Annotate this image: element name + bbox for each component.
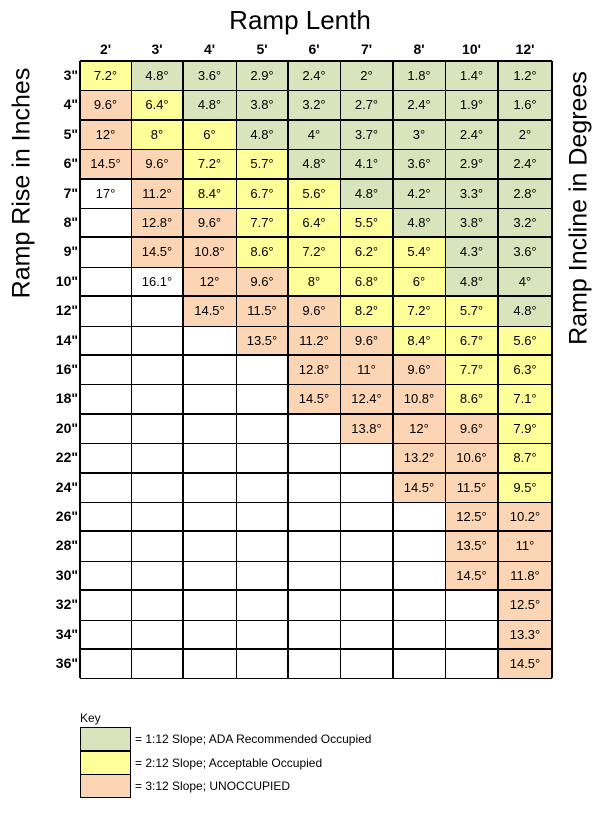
row-header: 4" xyxy=(63,96,78,113)
row-header: 12" xyxy=(55,302,78,319)
table-cell xyxy=(393,590,445,619)
table-cell xyxy=(131,590,183,619)
table-cell xyxy=(393,502,445,531)
table-cell: 4° xyxy=(288,120,340,149)
row-header: 8" xyxy=(63,214,78,230)
key-swatch xyxy=(80,751,131,775)
table-cell xyxy=(183,355,236,384)
grid-line xyxy=(80,295,552,297)
table-cell xyxy=(80,384,131,413)
table-cell: 16.1° xyxy=(131,267,183,296)
table-cell: 8.4° xyxy=(183,179,236,208)
grid-line xyxy=(80,443,552,444)
table-cell xyxy=(80,473,131,502)
grid-line xyxy=(80,648,552,650)
table-cell: 4.8° xyxy=(288,149,340,178)
grid-line xyxy=(80,561,552,562)
table-cell xyxy=(288,443,340,472)
table-cell: 4.2° xyxy=(393,179,445,208)
row-header: 20" xyxy=(55,419,78,436)
key-text: = 2:12 Slope; Acceptable Occupied xyxy=(135,755,323,770)
row-header: 30" xyxy=(55,566,78,583)
table-cell: 2.4° xyxy=(393,90,445,119)
table-cell xyxy=(236,414,288,443)
key-swatch xyxy=(80,774,131,798)
table-cell xyxy=(236,531,288,560)
table-cell: 9.6° xyxy=(236,267,288,296)
table-cell xyxy=(183,414,236,443)
table-cell xyxy=(288,414,340,443)
table-cell: 11° xyxy=(498,531,552,560)
table-cell xyxy=(393,649,445,678)
table-cell xyxy=(340,590,393,619)
table-cell xyxy=(340,531,393,560)
table-cell: 3.7° xyxy=(340,120,393,149)
table-cell: 4.8° xyxy=(131,61,183,90)
table-cell: 4.8° xyxy=(393,208,445,237)
table-cell: 8° xyxy=(131,120,183,149)
table-cell: 9.6° xyxy=(393,355,445,384)
table-cell: 5.6° xyxy=(288,179,340,208)
table-cell xyxy=(288,620,340,649)
table-cell: 12.4° xyxy=(340,384,393,413)
table-cell: 3° xyxy=(393,120,445,149)
row-header: 34" xyxy=(55,625,78,642)
table-cell xyxy=(340,473,393,502)
table-cell: 10.6° xyxy=(445,443,498,472)
table-cell xyxy=(131,326,183,355)
table-cell xyxy=(131,296,183,325)
table-cell xyxy=(80,208,131,237)
grid-line xyxy=(80,208,552,209)
table-cell: 8° xyxy=(288,267,340,296)
table-cell: 14.5° xyxy=(183,296,236,325)
table-cell: 6° xyxy=(393,267,445,296)
table-cell: 9.6° xyxy=(445,414,498,443)
table-cell xyxy=(288,590,340,619)
table-cell: 17° xyxy=(80,179,131,208)
row-header: 3" xyxy=(63,67,78,83)
table-cell xyxy=(183,326,236,355)
table-cell: 3.8° xyxy=(445,208,498,237)
grid-line xyxy=(80,502,552,503)
table-cell: 14.5° xyxy=(80,149,131,178)
table-cell xyxy=(236,649,288,678)
table-cell xyxy=(131,649,183,678)
grid-line xyxy=(236,61,237,678)
column-header: 8' xyxy=(413,41,425,57)
table-cell: 7.2° xyxy=(288,237,340,266)
row-header: 26" xyxy=(55,508,78,524)
table-cell xyxy=(80,326,131,355)
table-cell: 9.6° xyxy=(80,90,131,119)
grid-line xyxy=(80,620,552,621)
table-cell xyxy=(236,384,288,413)
table-cell: 12.5° xyxy=(445,502,498,531)
table-cell: 7.2° xyxy=(80,61,131,90)
table-cell: 12.8° xyxy=(288,355,340,384)
table-cell xyxy=(80,443,131,472)
table-cell xyxy=(236,473,288,502)
table-cell xyxy=(183,531,236,560)
table-cell: 4.8° xyxy=(445,267,498,296)
grid-line xyxy=(80,354,552,356)
table-cell xyxy=(445,590,498,619)
row-header: 16" xyxy=(55,361,78,377)
grid-line xyxy=(80,149,552,150)
grid-line xyxy=(340,61,341,678)
table-cell: 1.2° xyxy=(498,61,552,90)
column-header: 4' xyxy=(203,41,216,57)
column-header: 3' xyxy=(151,41,163,57)
table-cell xyxy=(183,561,236,590)
table-cell xyxy=(80,414,131,443)
table-cell xyxy=(236,502,288,531)
table-cell: 5.5° xyxy=(340,208,393,237)
table-cell: 5.7° xyxy=(445,296,498,325)
table-cell: 6.3° xyxy=(498,355,552,384)
row-header: 22" xyxy=(55,449,78,466)
key-label: Key xyxy=(80,711,101,725)
table-cell xyxy=(131,473,183,502)
column-header: 10' xyxy=(462,41,481,57)
key-text: = 1:12 Slope; ADA Recommended Occupied xyxy=(135,732,372,746)
table-cell xyxy=(393,531,445,560)
row-header: 18" xyxy=(55,390,78,407)
table-cell: 13.5° xyxy=(445,531,498,560)
column-header: 12' xyxy=(515,41,535,57)
table-cell: 6.7° xyxy=(236,179,288,208)
table-cell xyxy=(183,649,236,678)
table-cell: 12.5° xyxy=(498,590,552,619)
table-cell xyxy=(131,355,183,384)
table-cell xyxy=(80,561,131,590)
table-cell xyxy=(80,649,131,678)
table-cell: 1.4° xyxy=(445,61,498,90)
table-cell xyxy=(236,590,288,619)
table-cell: 6.8° xyxy=(340,267,393,296)
grid-line xyxy=(80,90,552,91)
table-cell: 7.2° xyxy=(183,149,236,178)
table-cell xyxy=(393,561,445,590)
table-cell xyxy=(288,649,340,678)
grid-line xyxy=(80,413,552,415)
table-cell: 4.8° xyxy=(340,179,393,208)
table-cell xyxy=(236,355,288,384)
table-cell xyxy=(131,414,183,443)
table-cell: 2.4° xyxy=(445,120,498,149)
column-header: 6' xyxy=(308,41,320,57)
table-cell: 11.2° xyxy=(131,179,183,208)
table-cell: 1.6° xyxy=(498,90,552,119)
row-header: 24" xyxy=(55,478,78,495)
grid-line xyxy=(497,61,499,678)
row-header: 5" xyxy=(63,125,78,142)
grid-line xyxy=(80,589,552,591)
grid-line xyxy=(551,61,553,678)
table-cell: 12.8° xyxy=(131,208,183,237)
column-header: 5' xyxy=(256,41,268,57)
grid-line xyxy=(80,384,552,385)
table-cell xyxy=(183,590,236,619)
table-cell xyxy=(236,620,288,649)
table-cell xyxy=(183,473,236,502)
table-cell: 7.7° xyxy=(236,208,288,237)
table-cell: 8.6° xyxy=(236,237,288,266)
table-cell: 10.8° xyxy=(183,237,236,266)
table-cell: 3.2° xyxy=(288,90,340,119)
table-cell: 3.3° xyxy=(445,179,498,208)
grid-line xyxy=(80,119,552,121)
grid-line xyxy=(392,61,394,678)
table-cell: 3.8° xyxy=(236,90,288,119)
row-header: 7" xyxy=(63,184,78,201)
table-cell: 3.2° xyxy=(498,208,552,237)
row-header: 9" xyxy=(63,243,78,260)
table-cell: 5.7° xyxy=(236,149,288,178)
row-header: 14" xyxy=(55,331,78,348)
table-cell: 6° xyxy=(183,120,236,149)
left-axis-label: Ramp Rise in Inches xyxy=(7,67,36,299)
table-cell: 7.1° xyxy=(498,384,552,413)
table-cell xyxy=(183,620,236,649)
right-axis-label: Ramp Incline in Degrees xyxy=(564,71,593,345)
table-cell: 7.7° xyxy=(445,355,498,384)
table-cell: 11.5° xyxy=(445,473,498,502)
table-cell xyxy=(80,355,131,384)
table-cell: 11° xyxy=(340,355,393,384)
column-header: 7' xyxy=(360,41,373,57)
key-text: = 3:12 Slope; UNOCCUPIED xyxy=(135,779,291,793)
table-cell xyxy=(340,649,393,678)
grid-line xyxy=(131,61,132,678)
table-cell: 2.4° xyxy=(498,149,552,178)
table-cell: 12° xyxy=(183,267,236,296)
table-cell xyxy=(340,620,393,649)
table-cell xyxy=(131,620,183,649)
table-cell xyxy=(288,502,340,531)
table-cell: 9.6° xyxy=(183,208,236,237)
table-cell: 2.4° xyxy=(288,61,340,90)
table-cell: 4.1° xyxy=(340,149,393,178)
grid-line xyxy=(80,472,552,474)
table-cell: 4.8° xyxy=(236,120,288,149)
grid-line xyxy=(445,61,446,678)
row-header: 10" xyxy=(55,272,78,289)
table-cell: 5.4° xyxy=(393,237,445,266)
table-cell: 1.9° xyxy=(445,90,498,119)
table-cell: 4.8° xyxy=(498,296,552,325)
table-cell: 2° xyxy=(340,61,393,90)
grid-line xyxy=(80,326,552,327)
table-cell: 13.8° xyxy=(340,414,393,443)
table-cell: 10.8° xyxy=(393,384,445,413)
table-cell xyxy=(80,620,131,649)
table-cell xyxy=(445,620,498,649)
table-cell xyxy=(131,561,183,590)
table-cell xyxy=(183,502,236,531)
table-cell: 12° xyxy=(80,120,131,149)
grid-line xyxy=(287,61,289,678)
table-cell: 4.3° xyxy=(445,237,498,266)
table-cell: 6.4° xyxy=(131,90,183,119)
table-cell xyxy=(288,531,340,560)
table-cell: 5.6° xyxy=(498,326,552,355)
table-cell: 7.9° xyxy=(498,414,552,443)
table-cell xyxy=(288,473,340,502)
table-cell xyxy=(80,237,131,266)
table-cell: 9.5° xyxy=(498,473,552,502)
grid-line xyxy=(80,678,552,679)
table-cell: 9.6° xyxy=(340,326,393,355)
table-cell xyxy=(393,620,445,649)
table-cell: 13.3° xyxy=(498,620,552,649)
table-cell: 11.2° xyxy=(288,326,340,355)
grid-line xyxy=(80,236,552,238)
table-cell: 3.6° xyxy=(393,149,445,178)
table-cell xyxy=(80,502,131,531)
table-cell: 1.8° xyxy=(393,61,445,90)
table-cell: 10.2° xyxy=(498,502,552,531)
table-cell xyxy=(236,443,288,472)
table-cell xyxy=(340,502,393,531)
table-cell xyxy=(183,443,236,472)
table-cell: 11.5° xyxy=(236,296,288,325)
grid-line xyxy=(80,267,552,268)
table-cell: 9.6° xyxy=(131,149,183,178)
row-header: 28" xyxy=(55,537,78,554)
table-cell: 6.4° xyxy=(288,208,340,237)
table-cell: 12° xyxy=(393,414,445,443)
table-cell xyxy=(131,502,183,531)
table-cell: 13.5° xyxy=(236,326,288,355)
table-cell: 8.6° xyxy=(445,384,498,413)
table-cell xyxy=(445,649,498,678)
table-cell: 14.5° xyxy=(131,237,183,266)
table-cell xyxy=(80,296,131,325)
table-cell: 6.7° xyxy=(445,326,498,355)
table-cell: 6.2° xyxy=(340,237,393,266)
grid-line xyxy=(182,61,184,678)
grid-line xyxy=(80,60,552,62)
table-cell: 2.8° xyxy=(498,179,552,208)
grid-line xyxy=(79,61,81,678)
table-cell: 2° xyxy=(498,120,552,149)
row-header: 36" xyxy=(55,655,78,671)
table-cell xyxy=(183,384,236,413)
table-cell xyxy=(131,384,183,413)
table-title: Ramp Lenth xyxy=(229,5,371,35)
table-cell: 2.9° xyxy=(236,61,288,90)
table-cell: 3.6° xyxy=(498,237,552,266)
table-cell: 9.6° xyxy=(288,296,340,325)
table-cell xyxy=(131,443,183,472)
key-swatch xyxy=(80,727,131,751)
table-cell: 3.6° xyxy=(183,61,236,90)
table-cell: 14.5° xyxy=(288,384,340,413)
table-cell xyxy=(236,561,288,590)
table-cell xyxy=(80,590,131,619)
table-cell: 4.8° xyxy=(183,90,236,119)
table-cell: 8.2° xyxy=(340,296,393,325)
row-header: 32" xyxy=(55,596,78,613)
table-cell: 2.7° xyxy=(340,90,393,119)
table-cell: 8.7° xyxy=(498,443,552,472)
table-cell: 11.8° xyxy=(498,561,552,590)
row-header: 6" xyxy=(63,155,78,172)
table-cell xyxy=(80,531,131,560)
table-cell: 8.4° xyxy=(393,326,445,355)
table-cell: 14.5° xyxy=(393,473,445,502)
table-cell xyxy=(131,531,183,560)
table-cell: 13.2° xyxy=(393,443,445,472)
column-header: 2' xyxy=(99,41,112,57)
table-cell: 4° xyxy=(498,267,552,296)
table-cell xyxy=(340,443,393,472)
grid-line xyxy=(80,178,552,180)
table-cell: 14.5° xyxy=(445,561,498,590)
grid-line xyxy=(80,530,552,532)
table-cell xyxy=(340,561,393,590)
table-cell xyxy=(80,267,131,296)
table-cell: 2.9° xyxy=(445,149,498,178)
table-cell: 7.2° xyxy=(393,296,445,325)
table-cell: 14.5° xyxy=(498,649,552,678)
table-cell xyxy=(288,561,340,590)
